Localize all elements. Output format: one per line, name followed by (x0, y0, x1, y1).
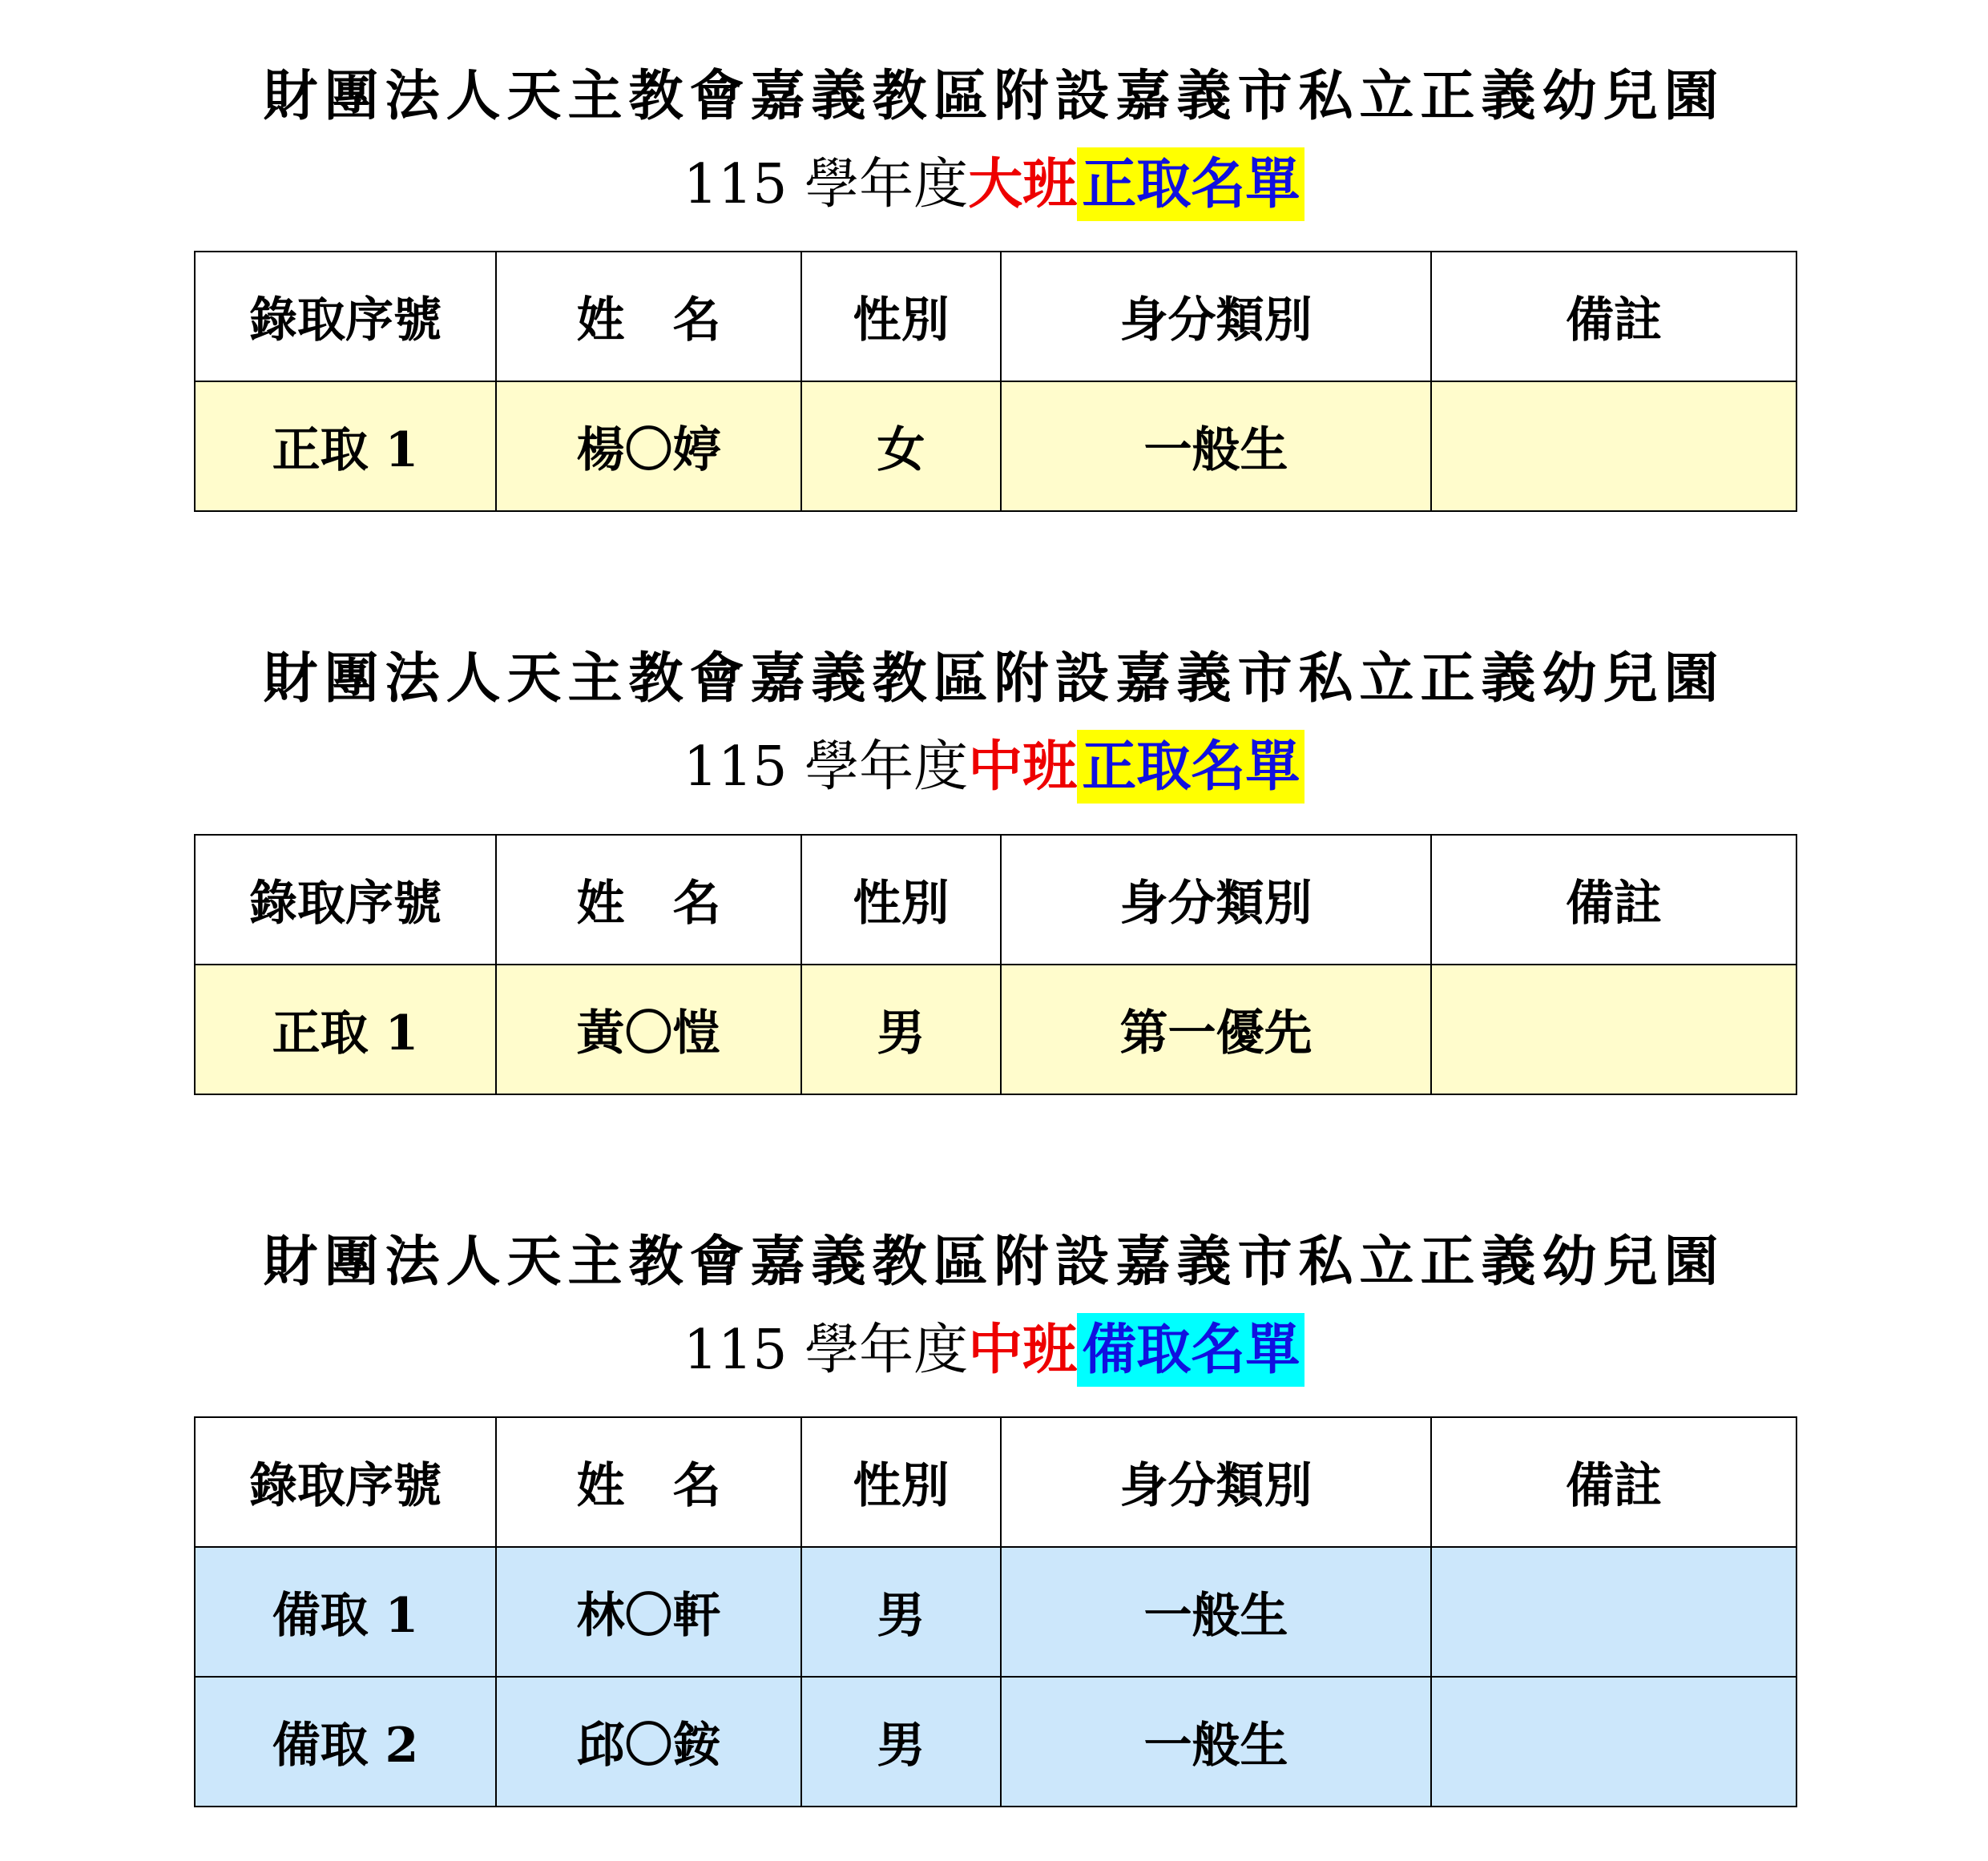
academic-year: 115 學年度 (683, 1319, 969, 1382)
cell-category: 第一優先 (1001, 965, 1431, 1094)
header-gender: 性別 (801, 252, 1001, 381)
header-note: 備註 (1431, 1417, 1796, 1547)
waitlist-table-middle (194, 1416, 1797, 1807)
list-title (0, 1310, 1988, 1390)
cell-category: 一般生 (1001, 1677, 1431, 1807)
cell-note (1431, 1547, 1796, 1677)
header-note: 備註 (1431, 252, 1796, 381)
header-admission-number: 錄取序號 (195, 252, 496, 381)
cell-name: 楊〇婷 (496, 381, 801, 511)
table-row (195, 965, 1796, 1094)
admission-table-middle (194, 834, 1797, 1095)
school-title: 財團法人天主教會嘉義教區附設嘉義市私立正義幼兒園 (263, 64, 1725, 128)
cell-gender: 男 (801, 965, 1001, 1094)
cell-name: 邱〇銨 (496, 1677, 801, 1807)
list-type: 正取名單 (1077, 147, 1304, 221)
header-gender: 性別 (801, 835, 1001, 965)
cell-category: 一般生 (1001, 381, 1431, 511)
cell-name: 黃〇愷 (496, 965, 801, 1094)
list-title (0, 727, 1988, 807)
list-type: 正取名單 (1077, 730, 1304, 804)
header-note: 備註 (1431, 835, 1796, 965)
cell-name: 林〇軒 (496, 1547, 801, 1677)
school-title: 財團法人天主教會嘉義教區附設嘉義市私立正義幼兒園 (263, 647, 1725, 711)
school-title: 財團法人天主教會嘉義教區附設嘉義市私立正義幼兒園 (263, 1230, 1725, 1294)
class-name: 中班 (968, 735, 1078, 799)
cell-note (1431, 381, 1796, 511)
cell-gender: 男 (801, 1677, 1001, 1807)
table-header-row (195, 252, 1796, 381)
header-gender: 性別 (801, 1417, 1001, 1547)
cell-note (1431, 965, 1796, 1094)
header-admission-number: 錄取序號 (195, 835, 496, 965)
table-row (195, 381, 1796, 511)
header-name: 姓 名 (496, 1417, 801, 1547)
admission-table-senior (194, 251, 1797, 512)
list-type: 備取名單 (1077, 1313, 1304, 1387)
cell-gender: 男 (801, 1547, 1001, 1677)
header-category: 身分類別 (1001, 252, 1431, 381)
academic-year: 115 學年度 (683, 153, 969, 216)
academic-year: 115 學年度 (683, 735, 969, 799)
header-admission-number: 錄取序號 (195, 1417, 496, 1547)
header-name: 姓 名 (496, 252, 801, 381)
header-category: 身分類別 (1001, 1417, 1431, 1547)
class-name: 中班 (968, 1318, 1078, 1382)
table-row (195, 1677, 1796, 1807)
cell-category: 一般生 (1001, 1547, 1431, 1677)
cell-gender: 女 (801, 381, 1001, 511)
class-name: 大班 (968, 152, 1078, 216)
table-header-row (195, 835, 1796, 965)
table-row (195, 1547, 1796, 1677)
table-header-row (195, 1417, 1796, 1547)
list-title (0, 144, 1988, 224)
header-category: 身分類別 (1001, 835, 1431, 965)
cell-note (1431, 1677, 1796, 1807)
cell-admission-number: 備取 1 (195, 1547, 496, 1677)
header-name: 姓 名 (496, 835, 801, 965)
cell-admission-number: 正取 1 (195, 965, 496, 1094)
cell-admission-number: 備取 2 (195, 1677, 496, 1807)
cell-admission-number: 正取 1 (195, 381, 496, 511)
